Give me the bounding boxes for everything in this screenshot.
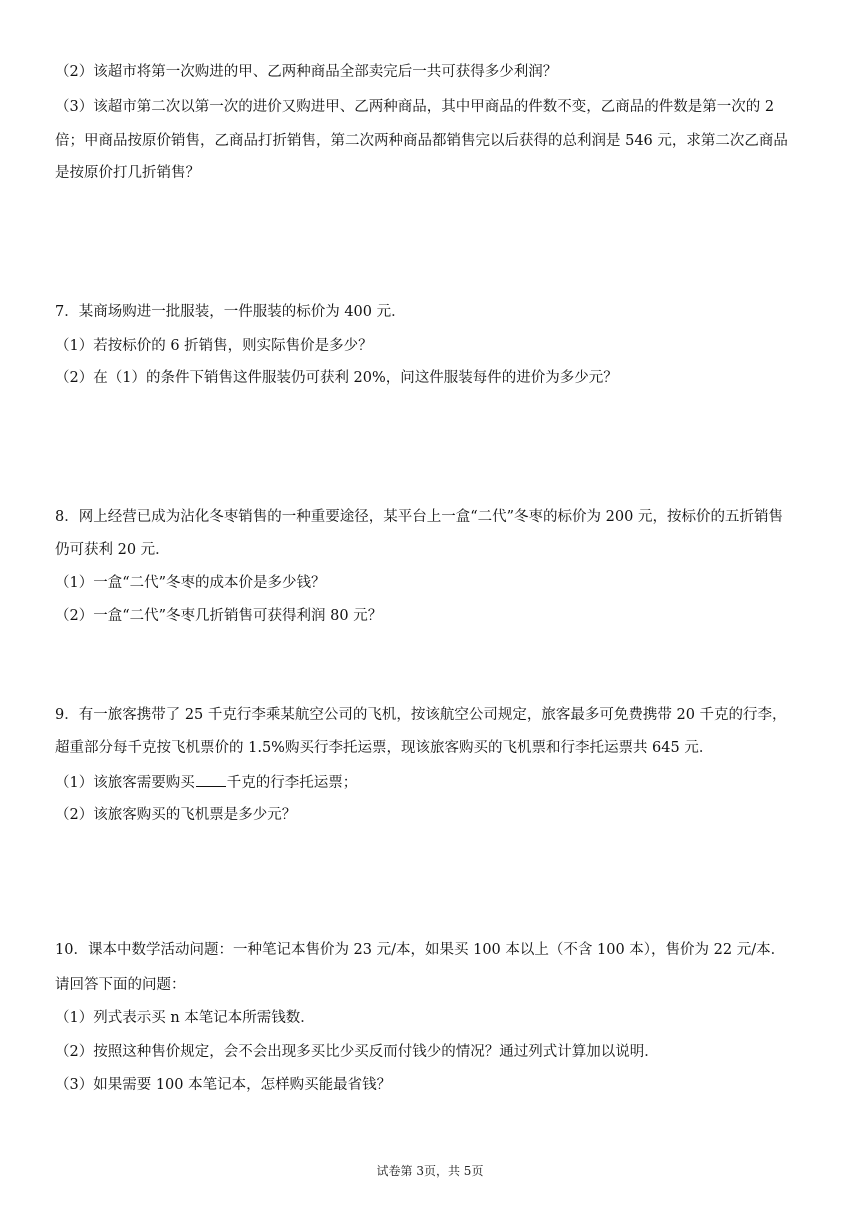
q6-part3-line2: 倍；甲商品按原价销售，乙商品打折销售，第二次两种商品都销售完以后获得的总利润是 546 元，求第二次乙商品 xyxy=(55,133,788,149)
q8-stem-line2: 仍可获利 20 元． xyxy=(55,542,170,558)
q10-stem: 10．课本中数学活动问题：一种笔记本售价为 23 元/本，如果买 100 本以上（不含 100 本），售价为 22 元/本． xyxy=(55,942,786,958)
q6-part2: （2）该超市将第一次购进的甲、乙两种商品全部卖完后一共可获得多少利润？ xyxy=(55,64,558,80)
q10-part2: （2）按照这种售价规定，会不会出现多买比少买反而付钱少的情况？通过列式计算加以说明． xyxy=(55,1044,659,1060)
q8-stem-line1: 8．网上经营已成为沾化冬枣销售的一种重要途径，某平台上一盒“二代”冬枣的标价为 200 元，按标价的五折销售 xyxy=(55,509,783,525)
q9-stem-line1: 9．有一旅客携带了 25 千克行李乘某航空公司的飞机，按该航空公司规定，旅客最多可免费携带 20 千克的行李， xyxy=(55,707,787,723)
q7-stem: 7．某商场购进一批服装，一件服装的标价为 400 元． xyxy=(55,304,406,320)
q6-part3-line3: 是按原价打几折销售？ xyxy=(55,165,200,181)
q7-part1: （1）若按标价的 6 折销售，则实际售价是多少？ xyxy=(55,338,373,354)
q9-part1-after: 千克的行李托运票； xyxy=(226,775,358,791)
q8-part2: （2）一盒“二代”冬枣几折销售可获得利润 80 元？ xyxy=(55,608,383,624)
q9-part1-before: （1）该旅客需要购买 xyxy=(55,775,195,791)
q8-part1: （1）一盒“二代”冬枣的成本价是多少钱？ xyxy=(55,575,326,591)
answer-blank[interactable] xyxy=(196,772,226,787)
q10-part1: （1）列式表示买 n 本笔记本所需钱数． xyxy=(55,1010,315,1026)
q10-part3: （3）如果需要 100 本笔记本，怎样购买能最省钱？ xyxy=(55,1077,392,1093)
q9-part2: （2）该旅客购买的飞机票是多少元？ xyxy=(55,807,297,823)
q9-stem-line2: 超重部分每千克按飞机票价的 1.5%购买行李托运票，现该旅客购买的飞机票和行李托运票共 645 元． xyxy=(55,740,714,756)
q9-part1 xyxy=(55,772,357,793)
q10-instruction: 请回答下面的问题： xyxy=(55,977,186,993)
q6-part3-line1: （3）该超市第二次以第一次的进价又购进甲、乙两种商品，其中甲商品的件数不变，乙商品的件数是第一次的 2 xyxy=(55,99,775,115)
q7-part2: （2）在（1）的条件下销售这件服装仍可获利 20%，问这件服装每件的进价为多少元？ xyxy=(55,370,618,386)
page-footer: 试卷第 3页，共 5页 xyxy=(376,1164,484,1178)
